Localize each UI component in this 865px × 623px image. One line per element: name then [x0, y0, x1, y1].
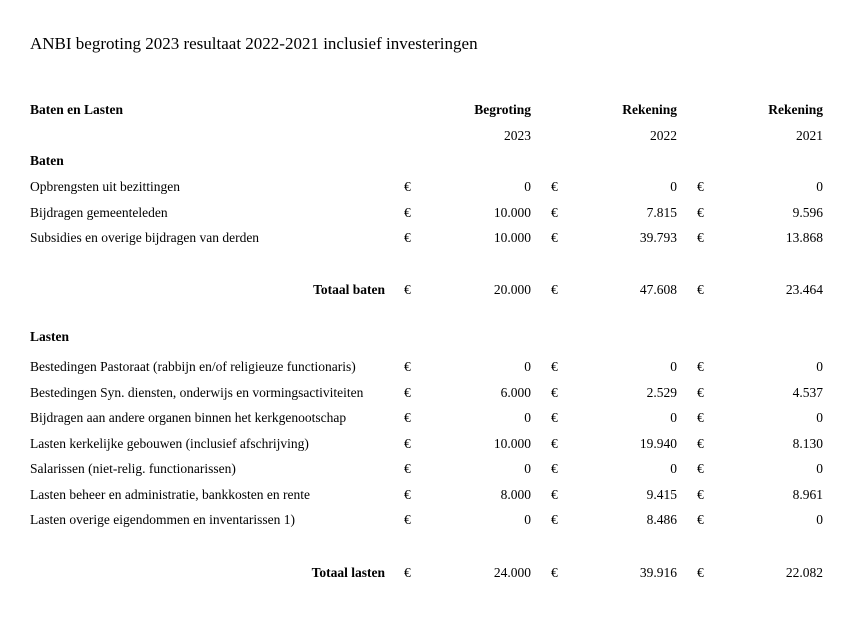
page-title: ANBI begroting 2023 resultaat 2022-2021 inclusief investeringen: [30, 34, 478, 53]
total-value-2023: 24.000: [493, 565, 531, 580]
row-label: Lasten beheer en administratie, bankkosten en rente: [30, 486, 311, 502]
value-2021: 0: [816, 179, 823, 194]
row-label: Subsidies en overige bijdragen van derden: [30, 230, 260, 245]
table-row: [0, 461, 865, 481]
value-2021: 8.130: [792, 435, 823, 451]
value-2023: 0: [524, 359, 531, 374]
total-row-baten: [0, 282, 865, 302]
value-2022: 19.940: [639, 435, 677, 451]
euro-sign: €: [697, 410, 704, 425]
row-label: Lasten overige eigendommen en inventarissen 1): [30, 512, 296, 527]
euro-sign: €: [697, 179, 704, 194]
euro-sign: €: [404, 282, 411, 297]
table-year-row: [0, 128, 865, 148]
row-label: Bestedingen Syn. diensten, onderwijs en vormingsactiviteiten: [30, 384, 364, 400]
section-heading-lasten: Lasten: [30, 329, 70, 344]
table-row: [0, 385, 865, 405]
total-row-lasten: [0, 565, 865, 585]
section-heading-row: [0, 153, 865, 173]
header-label: Baten en Lasten: [30, 102, 124, 117]
value-2022: 0: [670, 179, 677, 194]
header-col-rekening-2022: Rekening: [622, 102, 677, 117]
table-row: [0, 512, 865, 532]
value-2021: 8.961: [792, 486, 823, 502]
euro-sign: €: [551, 486, 558, 502]
table-row: [0, 410, 865, 430]
value-2021: 13.868: [785, 230, 823, 245]
value-2023: 0: [524, 410, 531, 425]
euro-sign: €: [551, 461, 558, 476]
header-year-2021: 2021: [796, 128, 823, 143]
value-2023: 10.000: [493, 230, 531, 245]
value-2022: 0: [670, 461, 677, 476]
row-label: Salarissen (niet-relig. functionarissen): [30, 461, 236, 476]
value-2022: 2.529: [646, 384, 677, 400]
euro-sign: €: [551, 384, 558, 400]
row-label: Lasten kerkelijke gebouwen (inclusief afschrijving): [30, 435, 309, 451]
euro-sign: €: [697, 435, 704, 451]
euro-sign: €: [404, 565, 411, 580]
euro-sign: €: [551, 230, 558, 245]
section-heading-baten: Baten: [30, 153, 64, 168]
value-2023: 10.000: [493, 204, 531, 220]
section-heading-row: [0, 329, 865, 349]
euro-sign: €: [697, 461, 704, 476]
euro-sign: €: [551, 410, 558, 425]
total-label: Totaal baten: [313, 282, 385, 297]
row-label: Bijdragen aan andere organen binnen het kerkgenootschap: [30, 410, 347, 425]
euro-sign: €: [404, 359, 411, 374]
euro-sign: €: [551, 435, 558, 451]
euro-sign: €: [697, 384, 704, 400]
euro-sign: €: [404, 230, 411, 245]
table-row: [0, 487, 865, 507]
value-2021: 4.537: [792, 384, 823, 400]
total-label: Totaal lasten: [311, 565, 385, 580]
euro-sign: €: [697, 565, 704, 580]
value-2023: 0: [524, 512, 531, 527]
table-row: [0, 359, 865, 379]
value-2021: 9.596: [792, 204, 823, 220]
euro-sign: €: [404, 410, 411, 425]
value-2022: 0: [670, 410, 677, 425]
header-col-begroting: Begroting: [474, 102, 531, 117]
value-2021: 0: [816, 359, 823, 374]
value-2022: 7.815: [646, 204, 677, 220]
euro-sign: €: [404, 461, 411, 476]
header-col-rekening-2021: Rekening: [768, 102, 823, 117]
table-row: [0, 230, 865, 250]
euro-sign: €: [404, 179, 411, 194]
header-year-2022: 2022: [650, 128, 677, 143]
euro-sign: €: [697, 359, 704, 374]
euro-sign: €: [551, 282, 558, 297]
table-header-row: [0, 102, 865, 122]
total-value-2022: 39.916: [639, 565, 677, 580]
euro-sign: €: [697, 486, 704, 502]
value-2022: 39.793: [639, 230, 677, 245]
value-2023: 8.000: [500, 486, 531, 502]
euro-sign: €: [697, 204, 704, 220]
value-2021: 0: [816, 410, 823, 425]
euro-sign: €: [404, 512, 411, 527]
euro-sign: €: [551, 179, 558, 194]
table-row: [0, 205, 865, 225]
value-2023: 10.000: [493, 435, 531, 451]
value-2023: 6.000: [500, 384, 531, 400]
euro-sign: €: [551, 359, 558, 374]
euro-sign: €: [404, 204, 411, 220]
total-value-2022: 47.608: [639, 282, 677, 297]
table-row: [0, 436, 865, 456]
total-value-2021: 22.082: [785, 565, 823, 580]
value-2022: 0: [670, 359, 677, 374]
euro-sign: €: [404, 384, 411, 400]
value-2021: 0: [816, 512, 823, 527]
euro-sign: €: [697, 282, 704, 297]
euro-sign: €: [404, 486, 411, 502]
total-value-2023: 20.000: [493, 282, 531, 297]
euro-sign: €: [551, 565, 558, 580]
euro-sign: €: [404, 435, 411, 451]
value-2023: 0: [524, 461, 531, 476]
row-label: Bijdragen gemeenteleden: [30, 204, 168, 220]
value-2023: 0: [524, 179, 531, 194]
table-row: [0, 179, 865, 199]
value-2022: 8.486: [646, 512, 677, 527]
total-value-2021: 23.464: [785, 282, 823, 297]
value-2022: 9.415: [646, 486, 677, 502]
row-label: Bestedingen Pastoraat (rabbijn en/of religieuze functionaris): [30, 359, 356, 374]
row-label: Opbrengsten uit bezittingen: [30, 179, 180, 194]
euro-sign: €: [697, 512, 704, 527]
value-2021: 0: [816, 461, 823, 476]
euro-sign: €: [551, 204, 558, 220]
euro-sign: €: [551, 512, 558, 527]
euro-sign: €: [697, 230, 704, 245]
header-year-2023: 2023: [504, 128, 531, 143]
